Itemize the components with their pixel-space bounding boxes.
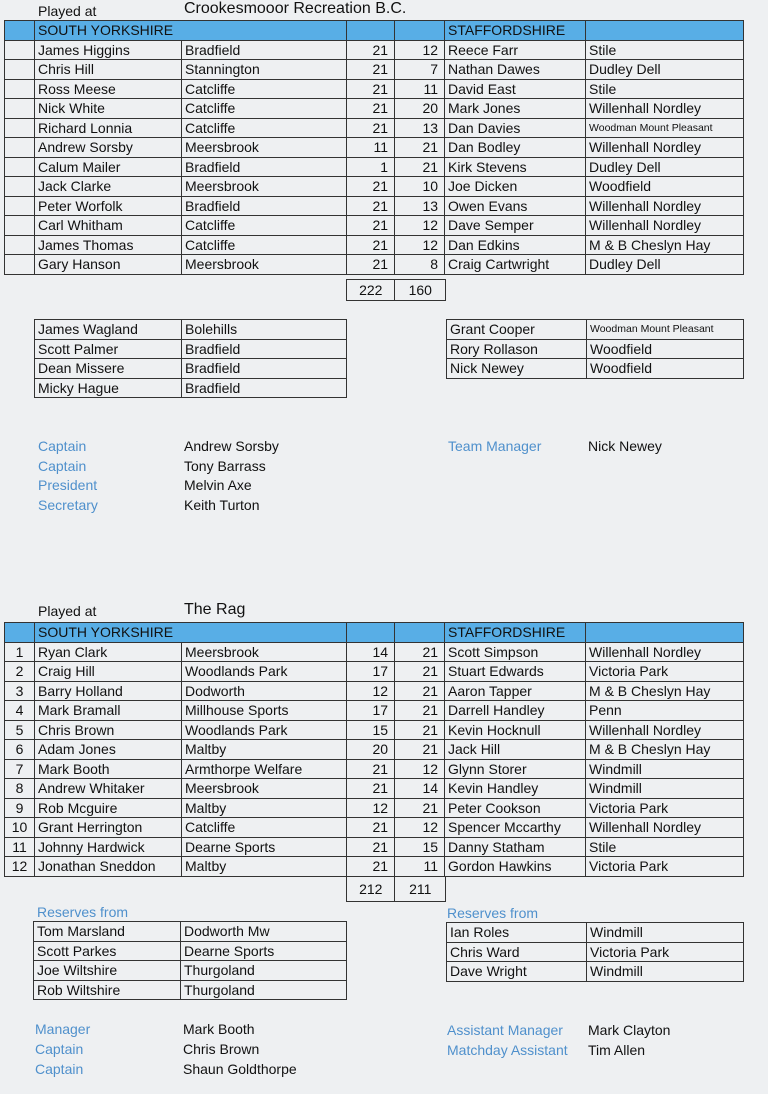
- reserve-club-cell: Victoria Park: [587, 942, 744, 962]
- reserve-name-cell: Ian Roles: [447, 923, 587, 943]
- table-row: [5, 681, 744, 701]
- official-role: Captain: [38, 438, 87, 454]
- header-blank-cell: [586, 21, 744, 41]
- home-club-cell: Catcliffe: [182, 99, 347, 119]
- away-score-cell: 21: [395, 662, 445, 682]
- row-number-cell: 9: [5, 798, 35, 818]
- reserve-club-cell: Thurgoland: [181, 961, 347, 981]
- reserve-row: [35, 359, 347, 379]
- table-row: [5, 40, 744, 60]
- reserve-row: [34, 961, 347, 981]
- official-name: Nick Newey: [588, 438, 662, 454]
- away-club-cell: Victoria Park: [586, 857, 744, 877]
- away-score-cell: 20: [395, 99, 445, 119]
- home-player-cell: Grant Herrington: [35, 818, 182, 838]
- home-score-cell: 21: [347, 759, 395, 779]
- row-number-cell: 5: [5, 720, 35, 740]
- home-club-cell: Catcliffe: [182, 118, 347, 138]
- home-club-cell: Stannington: [182, 60, 347, 80]
- home-player-cell: Ross Meese: [35, 79, 182, 99]
- row-number-cell: 10: [5, 818, 35, 838]
- home-club-cell: Catcliffe: [182, 216, 347, 236]
- away-player-cell: Dave Semper: [445, 216, 586, 236]
- home-score-cell: 21: [347, 779, 395, 799]
- away-score-cell: 21: [395, 138, 445, 158]
- away-score-cell: 14: [395, 779, 445, 799]
- away-player-cell: Glynn Storer: [445, 759, 586, 779]
- away-club-cell: Stile: [586, 837, 744, 857]
- away-club-cell: Woodman Mount Pleasant: [586, 118, 744, 138]
- home-club-cell: Bradfield: [182, 157, 347, 177]
- home-score-cell: 21: [347, 857, 395, 877]
- home-player-cell: James Thomas: [35, 235, 182, 255]
- away-club-cell: Victoria Park: [586, 662, 744, 682]
- official-name: Tony Barrass: [184, 457, 266, 474]
- away-club-cell: Stile: [586, 79, 744, 99]
- home-club-cell: Maltby: [182, 798, 347, 818]
- away-club-cell: M & B Cheslyn Hay: [586, 740, 744, 760]
- home-club-cell: Armthorpe Welfare: [182, 759, 347, 779]
- reserve-name-cell: Joe Wiltshire: [34, 961, 181, 981]
- away-score-cell: 7: [395, 60, 445, 80]
- match1-header-row: [5, 21, 744, 41]
- reserve-row: [447, 320, 744, 340]
- home-player-cell: James Higgins: [35, 40, 182, 60]
- match2-home-reserves: [33, 921, 347, 1000]
- row-number-cell: 3: [5, 681, 35, 701]
- home-score-cell: 11: [347, 138, 395, 158]
- header-blank-cell: [347, 21, 395, 41]
- reserve-row: [447, 339, 744, 359]
- away-player-cell: Aaron Tapper: [445, 681, 586, 701]
- match1-totals: [346, 279, 446, 301]
- away-club-cell: Willenhall Nordley: [586, 138, 744, 158]
- table-row: [5, 157, 744, 177]
- away-score-cell: 21: [395, 798, 445, 818]
- reserve-club-cell: Windmill: [587, 923, 744, 943]
- official-name: Keith Turton: [184, 496, 260, 513]
- match1-away-team: STAFFORDSHIRE: [445, 21, 586, 41]
- row-number-cell: [5, 177, 35, 197]
- table-row: [5, 118, 744, 138]
- official-role: Captain: [35, 1041, 84, 1057]
- table-row: [5, 177, 744, 197]
- home-score-cell: 21: [347, 60, 395, 80]
- home-score-cell: 21: [347, 196, 395, 216]
- reserve-row: [34, 941, 347, 961]
- home-player-cell: Calum Mailer: [35, 157, 182, 177]
- home-player-cell: Craig Hill: [35, 662, 182, 682]
- away-player-cell: Reece Farr: [445, 40, 586, 60]
- home-score-cell: 21: [347, 216, 395, 236]
- header-blank-cell: [395, 21, 445, 41]
- official-name: Chris Brown: [183, 1041, 260, 1057]
- away-club-cell: M & B Cheslyn Hay: [586, 235, 744, 255]
- away-player-cell: Danny Statham: [445, 837, 586, 857]
- header-blank-cell: [347, 623, 395, 643]
- match2-away-reserves: [446, 922, 744, 982]
- away-player-cell: Gordon Hawkins: [445, 857, 586, 877]
- header-blank-cell: [5, 623, 35, 643]
- home-club-cell: Meersbrook: [182, 779, 347, 799]
- away-score-cell: 12: [395, 40, 445, 60]
- away-club-cell: Windmill: [586, 759, 744, 779]
- reserve-row: [447, 923, 744, 943]
- table-row: [5, 196, 744, 216]
- match2-venue: The Rag: [184, 601, 246, 618]
- away-player-cell: Jack Hill: [445, 740, 586, 760]
- table-row: [5, 235, 744, 255]
- home-player-cell: Gary Hanson: [35, 255, 182, 275]
- reserve-name-cell: Tom Marsland: [34, 922, 181, 942]
- away-club-cell: Willenhall Nordley: [586, 818, 744, 838]
- home-score-cell: 21: [347, 40, 395, 60]
- home-club-cell: Maltby: [182, 740, 347, 760]
- away-club-cell: Willenhall Nordley: [586, 642, 744, 662]
- table-row: [5, 662, 744, 682]
- home-player-cell: Ryan Clark: [35, 642, 182, 662]
- match1-played-at-label: Played at: [38, 3, 97, 19]
- home-player-cell: Rob Mcguire: [35, 798, 182, 818]
- match1-home-reserves: [34, 319, 347, 398]
- match2-totals: [346, 876, 446, 902]
- away-club-cell: Willenhall Nordley: [586, 196, 744, 216]
- home-score-cell: 21: [347, 177, 395, 197]
- away-player-cell: Peter Cookson: [445, 798, 586, 818]
- away-player-cell: Spencer Mccarthy: [445, 818, 586, 838]
- match2-header-row: [5, 623, 744, 643]
- home-player-cell: Carl Whitham: [35, 216, 182, 236]
- away-score-cell: 12: [395, 759, 445, 779]
- official-name: Melvin Axe: [184, 477, 252, 493]
- table-row: [5, 216, 744, 236]
- away-score-cell: 12: [395, 235, 445, 255]
- match1-venue: Crookesmooor Recreation B.C.: [184, 0, 407, 17]
- home-score-cell: 21: [347, 818, 395, 838]
- reserve-row: [35, 378, 347, 398]
- row-number-cell: 4: [5, 701, 35, 721]
- away-club-cell: Dudley Dell: [586, 255, 744, 275]
- home-club-cell: Meersbrook: [182, 642, 347, 662]
- row-number-cell: 6: [5, 740, 35, 760]
- away-score-cell: 21: [395, 157, 445, 177]
- away-score-cell: 11: [395, 79, 445, 99]
- away-player-cell: Nathan Dawes: [445, 60, 586, 80]
- reserve-club-cell: Bradfield: [182, 339, 347, 359]
- away-player-cell: Craig Cartwright: [445, 255, 586, 275]
- away-club-cell: Woodfield: [586, 177, 744, 197]
- header-blank-cell: [395, 623, 445, 643]
- header-blank-cell: [5, 21, 35, 41]
- official-role: Captain: [38, 457, 87, 474]
- home-score-cell: 21: [347, 118, 395, 138]
- away-score-cell: 12: [395, 216, 445, 236]
- home-club-cell: Catcliffe: [182, 235, 347, 255]
- row-number-cell: 2: [5, 662, 35, 682]
- row-number-cell: 7: [5, 759, 35, 779]
- home-score-cell: 21: [347, 99, 395, 119]
- home-player-cell: Nick White: [35, 99, 182, 119]
- reserve-name-cell: Scott Parkes: [34, 941, 181, 961]
- official-role: Secretary: [38, 496, 98, 513]
- away-score-cell: 8: [395, 255, 445, 275]
- match1-total-home: 222: [347, 280, 395, 301]
- reserve-row: [35, 339, 347, 359]
- away-score-cell: 10: [395, 177, 445, 197]
- away-player-cell: Joe Dicken: [445, 177, 586, 197]
- home-club-cell: Maltby: [182, 857, 347, 877]
- away-score-cell: 21: [395, 740, 445, 760]
- official-role: Assistant Manager: [447, 1022, 563, 1038]
- row-number-cell: [5, 99, 35, 119]
- official-name: Andrew Sorsby: [184, 438, 279, 454]
- reserve-club-cell: Woodfield: [587, 339, 744, 359]
- home-player-cell: Jack Clarke: [35, 177, 182, 197]
- row-number-cell: 8: [5, 779, 35, 799]
- row-number-cell: [5, 255, 35, 275]
- row-number-cell: [5, 138, 35, 158]
- away-club-cell: Windmill: [586, 779, 744, 799]
- home-player-cell: Mark Bramall: [35, 701, 182, 721]
- official-role: President: [38, 477, 98, 493]
- home-player-cell: Andrew Whitaker: [35, 779, 182, 799]
- official-name: Tim Allen: [588, 1042, 646, 1058]
- away-score-cell: 13: [395, 118, 445, 138]
- away-score-cell: 21: [395, 720, 445, 740]
- table-row: [5, 138, 744, 158]
- home-club-cell: Woodlands Park: [182, 720, 347, 740]
- row-number-cell: [5, 60, 35, 80]
- table-row: [5, 759, 744, 779]
- home-club-cell: Bradfield: [182, 196, 347, 216]
- match2-away-reserves-label: Reserves from: [447, 905, 539, 921]
- home-score-cell: 21: [347, 79, 395, 99]
- reserve-name-cell: Rory Rollason: [447, 339, 587, 359]
- home-score-cell: 21: [347, 837, 395, 857]
- row-number-cell: [5, 216, 35, 236]
- away-score-cell: 21: [395, 642, 445, 662]
- away-player-cell: Darrell Handley: [445, 701, 586, 721]
- away-score-cell: 11: [395, 857, 445, 877]
- away-club-cell: M & B Cheslyn Hay: [586, 681, 744, 701]
- reserve-name-cell: Grant Cooper: [447, 320, 587, 340]
- match2-played-at-label: Played at: [38, 603, 97, 619]
- away-player-cell: Kevin Handley: [445, 779, 586, 799]
- table-row: [5, 60, 744, 80]
- away-player-cell: Owen Evans: [445, 196, 586, 216]
- row-number-cell: [5, 235, 35, 255]
- away-score-cell: 21: [395, 701, 445, 721]
- official-role: Captain: [35, 1061, 84, 1077]
- home-club-cell: Meersbrook: [182, 177, 347, 197]
- row-number-cell: [5, 196, 35, 216]
- match1-home-team: SOUTH YORKSHIRE: [35, 21, 347, 41]
- match2-home-reserves-label: Reserves from: [37, 904, 129, 920]
- row-number-cell: [5, 157, 35, 177]
- home-player-cell: Chris Hill: [35, 60, 182, 80]
- away-player-cell: Dan Edkins: [445, 235, 586, 255]
- away-player-cell: Dan Bodley: [445, 138, 586, 158]
- away-score-cell: 21: [395, 681, 445, 701]
- official-name: Mark Booth: [183, 1021, 255, 1037]
- reserve-row: [34, 980, 347, 1000]
- row-number-cell: 12: [5, 857, 35, 877]
- reserve-name-cell: Rob Wiltshire: [34, 980, 181, 1000]
- away-club-cell: Penn: [586, 701, 744, 721]
- reserve-club-cell: Bolehills: [182, 320, 347, 340]
- header-blank-cell: [586, 623, 744, 643]
- table-row: [5, 255, 744, 275]
- table-row: [5, 779, 744, 799]
- home-player-cell: Chris Brown: [35, 720, 182, 740]
- away-club-cell: Stile: [586, 40, 744, 60]
- home-player-cell: Richard Lonnia: [35, 118, 182, 138]
- official-role: Manager: [35, 1021, 91, 1037]
- reserve-row: [34, 922, 347, 942]
- away-club-cell: Willenhall Nordley: [586, 720, 744, 740]
- home-player-cell: Johnny Hardwick: [35, 837, 182, 857]
- match2-home-team: SOUTH YORKSHIRE: [35, 623, 347, 643]
- home-player-cell: Andrew Sorsby: [35, 138, 182, 158]
- away-club-cell: Dudley Dell: [586, 157, 744, 177]
- row-number-cell: [5, 79, 35, 99]
- reserve-row: [447, 359, 744, 379]
- official-name: Mark Clayton: [588, 1022, 671, 1038]
- reserve-club-cell: Dodworth Mw: [181, 922, 347, 942]
- row-number-cell: [5, 118, 35, 138]
- home-club-cell: Meersbrook: [182, 255, 347, 275]
- official-role: Team Manager: [448, 438, 542, 454]
- away-player-cell: Mark Jones: [445, 99, 586, 119]
- home-score-cell: 12: [347, 681, 395, 701]
- away-score-cell: 12: [395, 818, 445, 838]
- away-score-cell: 13: [395, 196, 445, 216]
- home-club-cell: Catcliffe: [182, 818, 347, 838]
- home-club-cell: Bradfield: [182, 40, 347, 60]
- match1-away-reserves: [446, 319, 744, 379]
- away-player-cell: Dan Davies: [445, 118, 586, 138]
- table-row: [5, 857, 744, 877]
- match2-total-away: 211: [395, 877, 446, 902]
- home-score-cell: 21: [347, 235, 395, 255]
- away-player-cell: Kevin Hocknull: [445, 720, 586, 740]
- table-row: [5, 701, 744, 721]
- reserve-club-cell: Windmill: [587, 962, 744, 982]
- table-row: [5, 818, 744, 838]
- home-club-cell: Dearne Sports: [182, 837, 347, 857]
- reserve-name-cell: Dave Wright: [447, 962, 587, 982]
- match1-results-table: [4, 20, 744, 275]
- away-player-cell: Kirk Stevens: [445, 157, 586, 177]
- away-player-cell: Scott Simpson: [445, 642, 586, 662]
- home-score-cell: 20: [347, 740, 395, 760]
- table-row: [5, 720, 744, 740]
- table-row: [5, 798, 744, 818]
- row-number-cell: [5, 40, 35, 60]
- reserve-name-cell: Micky Hague: [35, 378, 182, 398]
- table-row: [5, 642, 744, 662]
- away-club-cell: Dudley Dell: [586, 60, 744, 80]
- row-number-cell: 1: [5, 642, 35, 662]
- home-player-cell: Barry Holland: [35, 681, 182, 701]
- reserve-name-cell: Nick Newey: [447, 359, 587, 379]
- home-player-cell: Jonathan Sneddon: [35, 857, 182, 877]
- table-row: [5, 837, 744, 857]
- home-score-cell: 17: [347, 662, 395, 682]
- home-club-cell: Meersbrook: [182, 138, 347, 158]
- home-score-cell: 12: [347, 798, 395, 818]
- official-role: Matchday Assistant: [447, 1042, 568, 1058]
- home-player-cell: Adam Jones: [35, 740, 182, 760]
- match2-results-table: [4, 622, 744, 877]
- home-club-cell: Millhouse Sports: [182, 701, 347, 721]
- home-club-cell: Catcliffe: [182, 79, 347, 99]
- away-club-cell: Victoria Park: [586, 798, 744, 818]
- reserve-club-cell: Woodfield: [587, 359, 744, 379]
- reserve-club-cell: Dearne Sports: [181, 941, 347, 961]
- away-score-cell: 15: [395, 837, 445, 857]
- home-score-cell: 14: [347, 642, 395, 662]
- row-number-cell: 11: [5, 837, 35, 857]
- table-row: [5, 79, 744, 99]
- reserve-name-cell: Scott Palmer: [35, 339, 182, 359]
- home-score-cell: 1: [347, 157, 395, 177]
- away-club-cell: Willenhall Nordley: [586, 99, 744, 119]
- table-row: [5, 740, 744, 760]
- table-row: [5, 99, 744, 119]
- reserve-club-cell: Woodman Mount Pleasant: [587, 320, 744, 340]
- home-club-cell: Dodworth: [182, 681, 347, 701]
- reserve-name-cell: James Wagland: [35, 320, 182, 340]
- away-player-cell: David East: [445, 79, 586, 99]
- match1-total-away: 160: [395, 280, 446, 301]
- home-player-cell: Peter Worfolk: [35, 196, 182, 216]
- reserve-club-cell: Bradfield: [182, 378, 347, 398]
- reserve-row: [35, 320, 347, 340]
- home-club-cell: Woodlands Park: [182, 662, 347, 682]
- home-score-cell: 17: [347, 701, 395, 721]
- home-score-cell: 21: [347, 255, 395, 275]
- home-score-cell: 15: [347, 720, 395, 740]
- reserve-row: [447, 962, 744, 982]
- reserve-name-cell: Dean Missere: [35, 359, 182, 379]
- home-player-cell: Mark Booth: [35, 759, 182, 779]
- away-player-cell: Stuart Edwards: [445, 662, 586, 682]
- reserve-club-cell: Thurgoland: [181, 980, 347, 1000]
- away-club-cell: Willenhall Nordley: [586, 216, 744, 236]
- match2-total-home: 212: [347, 877, 395, 902]
- reserve-club-cell: Bradfield: [182, 359, 347, 379]
- official-name: Shaun Goldthorpe: [183, 1061, 297, 1077]
- reserve-name-cell: Chris Ward: [447, 942, 587, 962]
- match2-away-team: STAFFORDSHIRE: [445, 623, 586, 643]
- reserve-row: [447, 942, 744, 962]
